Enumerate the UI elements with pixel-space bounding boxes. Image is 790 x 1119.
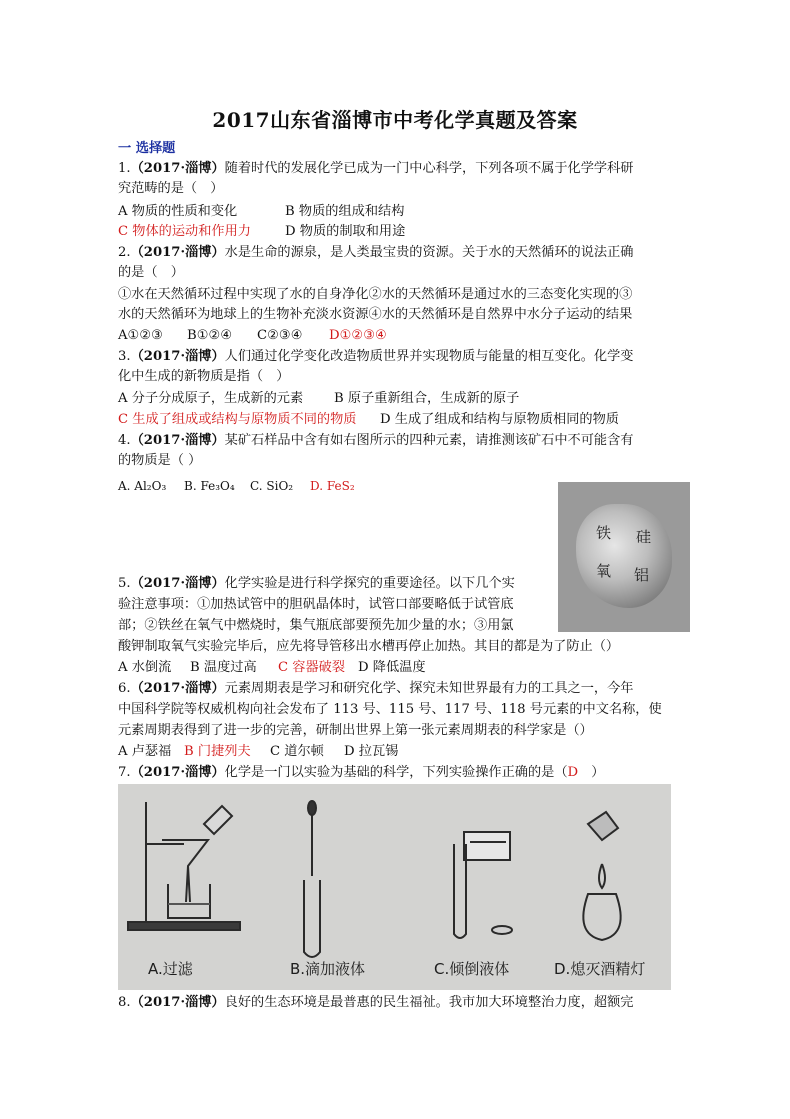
question-number: 8. <box>118 995 131 1010</box>
question-source: （2017·淄博） <box>130 433 225 448</box>
caption-a: A.过滤 <box>148 960 193 978</box>
answer-mark: D <box>567 765 579 780</box>
option-c-answer: C 生成了组成或结构与原物质不同的物质 <box>118 412 357 427</box>
question-2-cont: 的是（ ） <box>118 265 184 280</box>
question-6-cont-2: 元素周期表得到了进一步的完善，研制出世界上第一张元素周期表的科学家是（） <box>118 723 593 738</box>
question-source: （2017·淄博） <box>130 576 225 591</box>
option-d-answer: D. FeS₂ <box>310 479 355 493</box>
question-source: （2017·淄博） <box>130 995 225 1010</box>
question-3-cont: 化中生成的新物质是指（ ） <box>118 369 290 384</box>
question-number: 3. <box>118 349 131 364</box>
question-source: （2017·淄博） <box>130 349 225 364</box>
filtration-apparatus <box>128 802 240 930</box>
question-4-cont: 的物质是（ ） <box>118 453 202 468</box>
option-b: B. Fe₃O₄ <box>184 479 235 493</box>
option-c: C②③④ <box>257 328 303 343</box>
question-text: 元素周期表是学习和研究化学、探究未知世界最有力的工具之一，今年 <box>224 681 634 696</box>
question-1-cont: 究范畴的是（ ） <box>118 181 224 196</box>
question-source: （2017·淄博） <box>130 681 225 696</box>
section-heading: 一 选择题 <box>118 141 176 156</box>
question-5-options <box>118 659 426 677</box>
option-c-answer: C 物体的运动和作用力 <box>118 224 251 239</box>
question-text: 人们通过化学变化改造物质世界并实现物质与能量的相互变化。化学变 <box>224 349 634 364</box>
question-6-cont-1: 中国科学院等权威机构向社会发布了 113 号、115 号、117 号、118 号元素的中文名称，使 <box>118 702 662 717</box>
option-b: B 物质的组成和结构 <box>285 204 405 219</box>
question-6-options <box>118 743 398 761</box>
caption-d: D.熄灭酒精灯 <box>554 960 646 978</box>
question-2-statements-1: ①水在天然循环过程中实现了水的自身净化②水的天然循环是通过水的三态变化实现的③ <box>118 287 633 302</box>
question-8 <box>118 994 633 1012</box>
question-number: 7. <box>118 765 131 780</box>
page-title: 2017山东省淄博市中考化学真题及答案 <box>212 108 578 132</box>
question-5 <box>118 575 515 593</box>
option-d: D 拉瓦锡 <box>344 744 399 759</box>
rock-label-fe: 铁 <box>596 524 612 542</box>
option-b: B①②④ <box>187 328 233 343</box>
option-b-answer: B 门捷列夫 <box>184 744 251 759</box>
question-text: 随着时代的发展化学已成为一门中心科学，下列各项不属于化学学科研 <box>224 161 634 176</box>
question-5-cont-1: 验注意事项：①加热试管中的胆矾晶体时，试管口部要略低于试管底 <box>118 597 514 612</box>
pouring-liquid <box>454 832 512 938</box>
question-2-statements-2: 水的天然循环为地球上的生物补充淡水资源④水的天然循环是自然界中水分子运动的结果 <box>118 307 633 322</box>
option-b: B 温度过高 <box>190 660 257 675</box>
option-c-answer: C 容器破裂 <box>278 660 346 675</box>
question-text-close: ） <box>578 765 605 780</box>
option-b: B 原子重新组合，生成新的原子 <box>334 391 520 406</box>
question-7 <box>118 764 604 782</box>
question-number: 4. <box>118 433 131 448</box>
question-text: 化学是一门以实验为基础的科学，下列实验操作正确的是（ <box>224 765 568 780</box>
option-c: C 道尔顿 <box>270 744 324 759</box>
question-1-options-cd <box>118 223 405 241</box>
question-3-options-ab <box>118 390 519 408</box>
option-a: A①②③ <box>118 328 163 343</box>
question-text: 良好的生态环境是最普惠的民生福祉。我市加大环境整治力度，超额完 <box>224 995 634 1010</box>
question-source: （2017·淄博） <box>130 245 225 260</box>
question-2 <box>118 244 633 262</box>
caption-b: B.滴加液体 <box>290 960 366 978</box>
alcohol-lamp <box>583 812 620 940</box>
option-d: D 生成了组成和结构与原物质相同的物质 <box>380 412 619 427</box>
option-c: C. SiO₂ <box>250 479 294 493</box>
question-4-options <box>118 477 355 495</box>
option-a: A 物质的性质和变化 <box>118 204 238 219</box>
ore-rock-image <box>576 504 672 608</box>
question-text: 水是生命的源泉，是人类最宝贵的资源。关于水的天然循环的说法正确 <box>224 245 634 260</box>
question-5-cont-2: 部；②铁丝在氧气中燃烧时，集气瓶底部要预先加少量的水；③用氯 <box>118 618 514 633</box>
rock-label-si: 硅 <box>636 528 652 546</box>
question-source: （2017·淄博） <box>130 765 225 780</box>
option-a: A 分子分成原子，生成新的元素 <box>118 391 304 406</box>
question-3-options-cd <box>118 411 619 429</box>
lab-operations-figure <box>118 784 671 990</box>
option-a: A 卢瑟福 <box>118 744 172 759</box>
option-d-answer: D①②③④ <box>329 328 387 343</box>
question-6 <box>118 680 633 698</box>
question-number: 6. <box>118 681 131 696</box>
question-1 <box>118 160 633 178</box>
question-number: 5. <box>118 576 131 591</box>
question-number: 1. <box>118 161 131 176</box>
question-5-cont-3: 酸钾制取氧气实验完毕后，应先将导管移出水槽再停止加热。其目的都是为了防止（） <box>118 639 620 654</box>
option-d: D 物质的制取和用途 <box>285 224 406 239</box>
question-1-options-ab <box>118 203 404 221</box>
ore-sample-photo <box>558 482 690 632</box>
question-2-options <box>118 327 387 345</box>
rock-label-al: 铝 <box>634 566 650 584</box>
question-4 <box>118 432 633 450</box>
question-source: （2017·淄博） <box>130 161 225 176</box>
question-text: 化学实验是进行科学探究的重要途径。以下几个实 <box>224 576 515 591</box>
option-a: A 水倒流 <box>118 660 172 675</box>
option-a: A. Al₂O₃ <box>118 479 167 493</box>
caption-c: C.倾倒液体 <box>434 960 510 978</box>
question-number: 2. <box>118 245 131 260</box>
question-3 <box>118 348 633 366</box>
dropper-test-tube <box>304 801 320 957</box>
option-d: D 降低温度 <box>358 660 426 675</box>
question-text: 某矿石样品中含有如右图所示的四种元素，请推测该矿石中不可能含有 <box>224 433 634 448</box>
rock-label-o: 氧 <box>596 562 612 580</box>
